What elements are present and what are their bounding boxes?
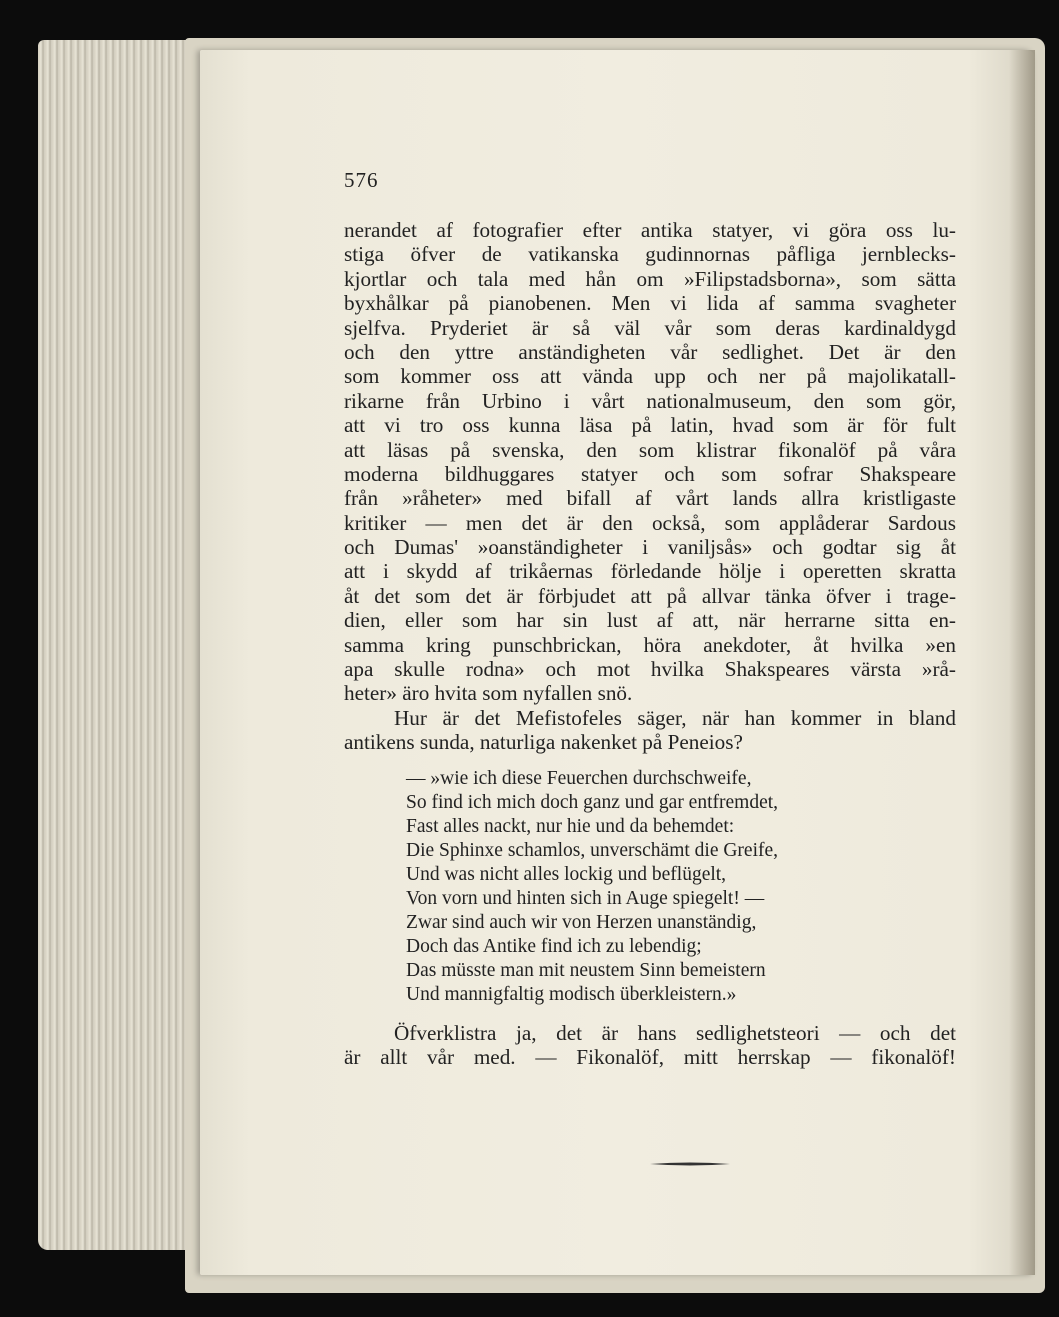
text-line: kritiker — men det är den också, som applåderar Sardous (344, 510, 956, 535)
text-line: stiga öfver de vatikanska gudinnornas påfliga jernblecks- (344, 242, 956, 267)
text-line: sjelfva. Pryderiet är så väl vår som deras kardinaldygd (344, 315, 956, 340)
text-line: är allt vår med. — Fikonalöf, mitt herrskap — fikonalöf! (344, 1044, 956, 1069)
verse-line: Das müsste man mit neustem Sinn bemeistern (406, 959, 766, 981)
text-line: antikens sunda, naturliga nakenket på Peneios? (344, 730, 743, 755)
book-page-edges (38, 40, 208, 1250)
verse-line: Die Sphinxe schamlos, unverschämt die Greife, (406, 839, 779, 861)
spine-shadow (1009, 50, 1035, 1275)
text-line: rikarne från Urbino i vårt nationalmuseum, den som gör, (344, 388, 956, 413)
text-line: dien, eller som har sin lust af att, när herrarne sitta en- (344, 608, 956, 633)
text-line: som kommer oss att vända upp och ner på majolikatall- (344, 364, 956, 389)
text-line: och Dumas' »oanständigheter i vaniljsås» och godtar sig åt (344, 535, 956, 560)
page-number: 576 (344, 168, 379, 192)
text-line: moderna bildhuggares statyer och som sofrar Shakspeare (344, 461, 956, 486)
end-ornament-rule (650, 1162, 730, 1166)
text-line: nerandet af fotografier efter antika statyer, vi göra oss lu- (344, 218, 956, 242)
text-line: Öfverklistra ja, det är hans sedlighetsteori — och det (394, 1020, 956, 1045)
text-line: från »råheter» med bifall af vårt lands allra kristligaste (344, 486, 956, 511)
paragraph-1 (344, 218, 956, 706)
text-line: att i skydd af trikåernas förledande hölje i operetten skratta (344, 559, 956, 584)
verse-line: — »wie ich diese Feuerchen durchschweife, (406, 767, 752, 789)
verse-line: Zwar sind auch wir von Herzen unanständig, (406, 911, 757, 933)
verse-line: Und mannigfaltig modisch überkleistern.» (406, 983, 737, 1005)
verse-quotation (406, 767, 956, 1007)
text-line: åt det som det är förbjudet att på allvar tänka öfver i trage- (344, 583, 956, 608)
text-line: byxhålkar på pianobenen. Men vi lida af samma svagheter (344, 291, 956, 316)
page-text (344, 168, 956, 1069)
text-line: apa skulle rodna» och mot hvilka Shakspeares värsta »rå- (344, 657, 956, 682)
text-line: heter» äro hvita som nyfallen snö. (344, 681, 633, 706)
text-line: att vi tro oss kunna läsa på latin, hvad som är för fult (344, 413, 956, 438)
text-line: att läsas på svenska, den som klistrar fikonalöf på våra (344, 437, 956, 462)
book-page (200, 50, 1035, 1275)
paragraph-3 (344, 1021, 956, 1070)
text-line: kjortlar och tala med hån om »Filipstadsborna», som sätta (344, 266, 956, 291)
paragraph-2 (344, 706, 956, 755)
text-line: och den yttre anständigheten vår sedlighet. Det är den (344, 339, 956, 364)
verse-line: Doch das Antike find ich zu lebendig; (406, 935, 702, 957)
text-line: Hur är det Mefistofeles säger, när han kommer in bland (394, 705, 956, 730)
verse-line: Und was nicht alles lockig und beflügelt, (406, 863, 727, 885)
verse-line: Fast alles nackt, nur hie und da behemdet: (406, 815, 735, 837)
verse-line: Von vorn und hinten sich in Auge spiegelt! — (406, 887, 765, 909)
text-line: samma kring punschbrickan, höra anekdoter, åt hvilka »en (344, 632, 956, 657)
verse-line: So find ich mich doch ganz und gar entfremdet, (406, 791, 779, 813)
